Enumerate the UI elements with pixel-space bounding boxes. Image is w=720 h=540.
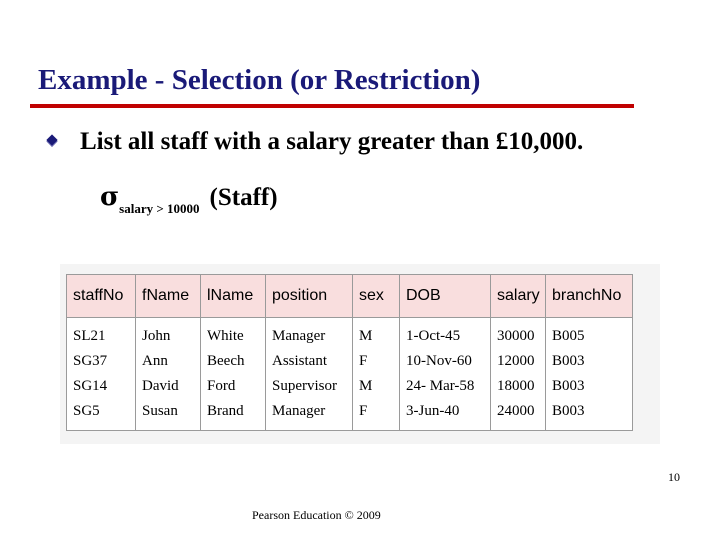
staff-table (66, 274, 633, 431)
table-cell: Manager (272, 328, 326, 344)
table-cell: Susan (142, 403, 178, 419)
column-dob (400, 318, 491, 431)
title-divider (30, 104, 634, 108)
table-cell: B003 (552, 403, 585, 419)
header-sex: sex (353, 275, 400, 318)
table-cell: F (359, 403, 368, 419)
table-cell: 12000 (497, 353, 535, 369)
table-cell: White (207, 328, 244, 344)
table-cell: Beech (207, 353, 245, 369)
table-cell: Brand (207, 403, 244, 419)
slide-title: Example - Selection (or Restriction) (38, 64, 481, 96)
table-cell: 24- Mar-58 (406, 378, 475, 394)
bullet-text: List all staff with a salary greater than £10,000. (80, 128, 584, 155)
table-cell: 30000 (497, 328, 535, 344)
table-cell: Supervisor (272, 378, 337, 394)
header-branchno: branchNo (546, 275, 633, 318)
header-staffno: staffNo (67, 275, 136, 318)
table-cell: Ford (207, 378, 236, 394)
table-body-row (67, 318, 633, 431)
table-cell: SG14 (73, 378, 108, 394)
column-salary (491, 318, 546, 431)
table-cell: Manager (272, 403, 326, 419)
bullet-item (48, 128, 583, 156)
slide-footer: Pearson Education © 2009 (252, 508, 381, 522)
table-cell: B005 (552, 328, 585, 344)
table-cell: 3-Jun-40 (406, 403, 460, 419)
table-cell: SG5 (73, 403, 100, 419)
table-cell: Assistant (272, 353, 328, 369)
table-cell: B003 (552, 353, 585, 369)
table-header-row (67, 275, 633, 318)
table-cell: 24000 (497, 403, 535, 419)
header-salary: salary (491, 275, 546, 318)
table-cell: David (142, 378, 179, 394)
header-dob: DOB (400, 275, 491, 318)
table-cell: M (359, 378, 373, 394)
column-fname (136, 318, 201, 431)
header-lname: lName (201, 275, 266, 318)
page-number: 10 (668, 470, 680, 484)
column-branchno (546, 318, 633, 431)
column-staffno (67, 318, 136, 431)
table-cell: Ann (142, 353, 168, 369)
sigma-symbol: σ (100, 182, 120, 212)
table-cell: SL21 (73, 328, 106, 344)
relation-name: (Staff) (209, 184, 278, 211)
table-cell: John (142, 328, 171, 344)
selection-predicate: salary > 10000 (119, 201, 200, 216)
column-lname (201, 318, 266, 431)
column-position (266, 318, 353, 431)
table-cell: SG37 (73, 353, 108, 369)
table-cell: F (359, 353, 368, 369)
staff-table-panel (60, 264, 660, 444)
selection-expression (100, 182, 278, 216)
diamond-bullet-icon (46, 134, 57, 145)
table-cell: B003 (552, 378, 585, 394)
column-sex (353, 318, 400, 431)
table-cell: 10-Nov-60 (406, 353, 472, 369)
header-fname: fName (136, 275, 201, 318)
table-cell: 18000 (497, 378, 535, 394)
header-position: position (266, 275, 353, 318)
table-cell: 1-Oct-45 (406, 328, 461, 344)
table-cell: M (359, 328, 373, 344)
